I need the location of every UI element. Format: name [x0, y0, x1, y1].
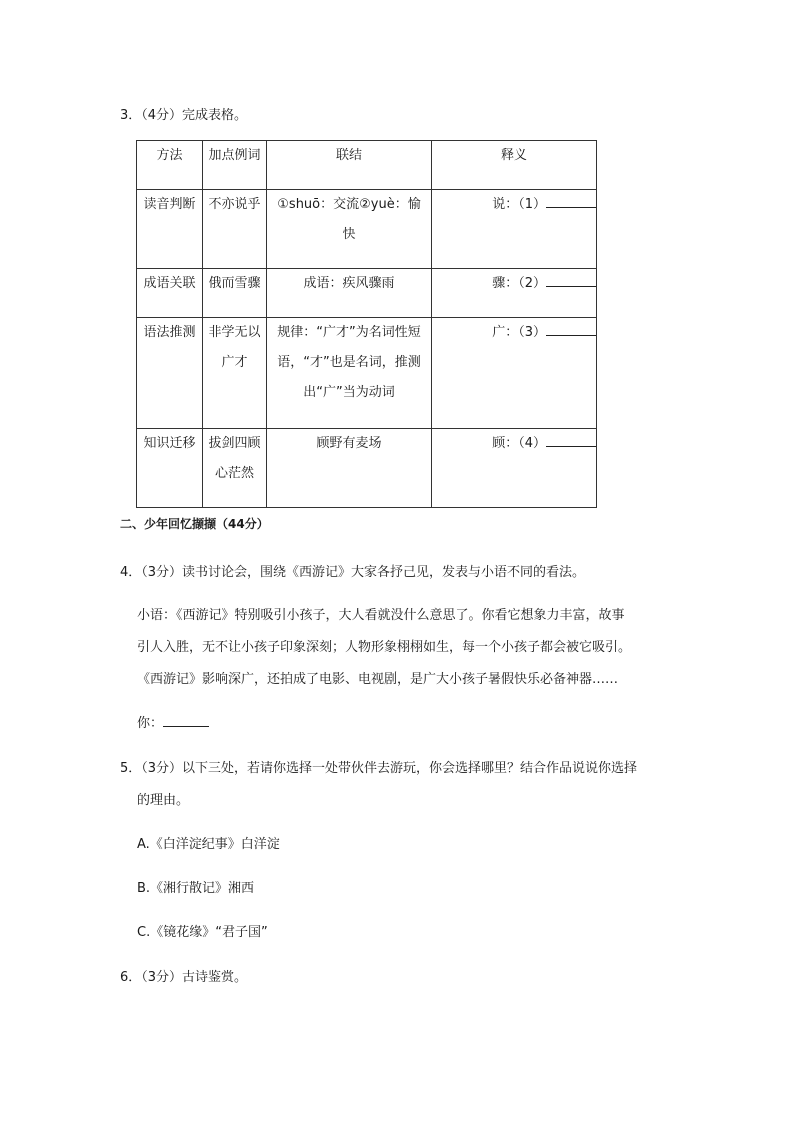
row-link-line: 规律：“广才”为名词性短: [277, 325, 421, 340]
answer-blank[interactable]: [163, 712, 209, 727]
row-word-line: 拔剑四顾: [208, 436, 261, 451]
meaning-label: 说：（1）: [492, 197, 546, 212]
row-meaning: [432, 429, 597, 508]
meaning-label: 顾：（4）: [492, 436, 546, 451]
q5-option-a: A.《白洋淀纪事》白洋淀: [137, 837, 280, 852]
row-meaning: [432, 190, 597, 269]
row-word-line: 不亦说乎: [208, 197, 261, 212]
row-word: [203, 429, 267, 508]
q4-paragraph-line: 小语：《西游记》特别吸引小孩子，大人看就没什么意思了。你看它想象力丰富，故事: [137, 608, 625, 623]
q4-title: 4．（3分）读书讨论会，围绕《西游记》大家各抒己见，发表与小语不同的看法。: [120, 565, 586, 580]
meaning-label: 广：（3）: [492, 325, 546, 340]
header-method: 方法: [137, 141, 203, 190]
q4-paragraph-line: 引人入胜，无不让小孩子印象深刻；人物形象栩栩如生，每一个小孩子都会被它吸引。: [137, 640, 632, 655]
q5-option-c: C.《镜花缘》“君子国”: [137, 925, 268, 940]
q5-option-b: B.《湘行散记》湘西: [137, 881, 255, 896]
q4-answer-label: 你：: [137, 716, 164, 731]
row-word-line: 非学无以: [208, 325, 261, 340]
answer-blank[interactable]: [546, 272, 596, 287]
q5-title-line: 5．（3分）以下三处，若请你选择一处带伙伴去游玩，你会选择哪里？结合作品说说你选择: [120, 761, 638, 776]
q6-title: 6．（3分）古诗鉴赏。: [120, 970, 248, 985]
row-word-line: 心茫然: [214, 466, 254, 481]
row-link-line: 顾野有麦场: [316, 436, 382, 451]
row-word-line: 俄而雪骤: [208, 276, 261, 291]
table-row: [137, 190, 597, 269]
header-word: 加点例词: [203, 141, 267, 190]
row-link-line: 成语：疾风骤雨: [303, 276, 395, 291]
table-row: [137, 318, 597, 429]
q4-paragraph-line: 《西游记》影响深广，还拍成了电影、电视剧，是广大小孩子暑假快乐必备神器……: [137, 672, 619, 687]
row-link: [267, 318, 432, 429]
answer-blank[interactable]: [546, 321, 596, 336]
q3-table: [136, 140, 597, 508]
meaning-label: 骤：（2）: [492, 276, 546, 291]
row-link-line: ①shuō：交流②yuè：愉: [277, 197, 421, 212]
answer-blank[interactable]: [546, 432, 596, 447]
header-link: 联结: [267, 141, 432, 190]
row-word: [203, 269, 267, 318]
row-method: 成语关联: [137, 269, 203, 318]
row-word-line: 广才: [221, 355, 248, 370]
q3-title: 3．（4分）完成表格。: [120, 108, 248, 123]
table-header-row: [137, 141, 597, 190]
row-link-line: 语，“才”也是名词，推测: [277, 355, 421, 370]
row-method: 读音判断: [137, 190, 203, 269]
row-method: 知识迁移: [137, 429, 203, 508]
row-word: [203, 318, 267, 429]
table-row: [137, 429, 597, 508]
header-meaning: 释义: [432, 141, 597, 190]
row-word: [203, 190, 267, 269]
row-link-line: 快: [342, 227, 356, 242]
row-link: [267, 190, 432, 269]
row-link-line: 出“广”当为动词: [303, 385, 395, 400]
row-method: 语法推测: [137, 318, 203, 429]
row-link: [267, 269, 432, 318]
answer-blank[interactable]: [546, 193, 596, 208]
section-heading: 二、少年回忆撷撷（44分）: [120, 517, 269, 531]
row-meaning: [432, 269, 597, 318]
q5-title-line: 的理由。: [137, 793, 190, 808]
table-row: [137, 269, 597, 318]
q4-answer: [137, 712, 209, 731]
row-meaning: [432, 318, 597, 429]
row-link: [267, 429, 432, 508]
